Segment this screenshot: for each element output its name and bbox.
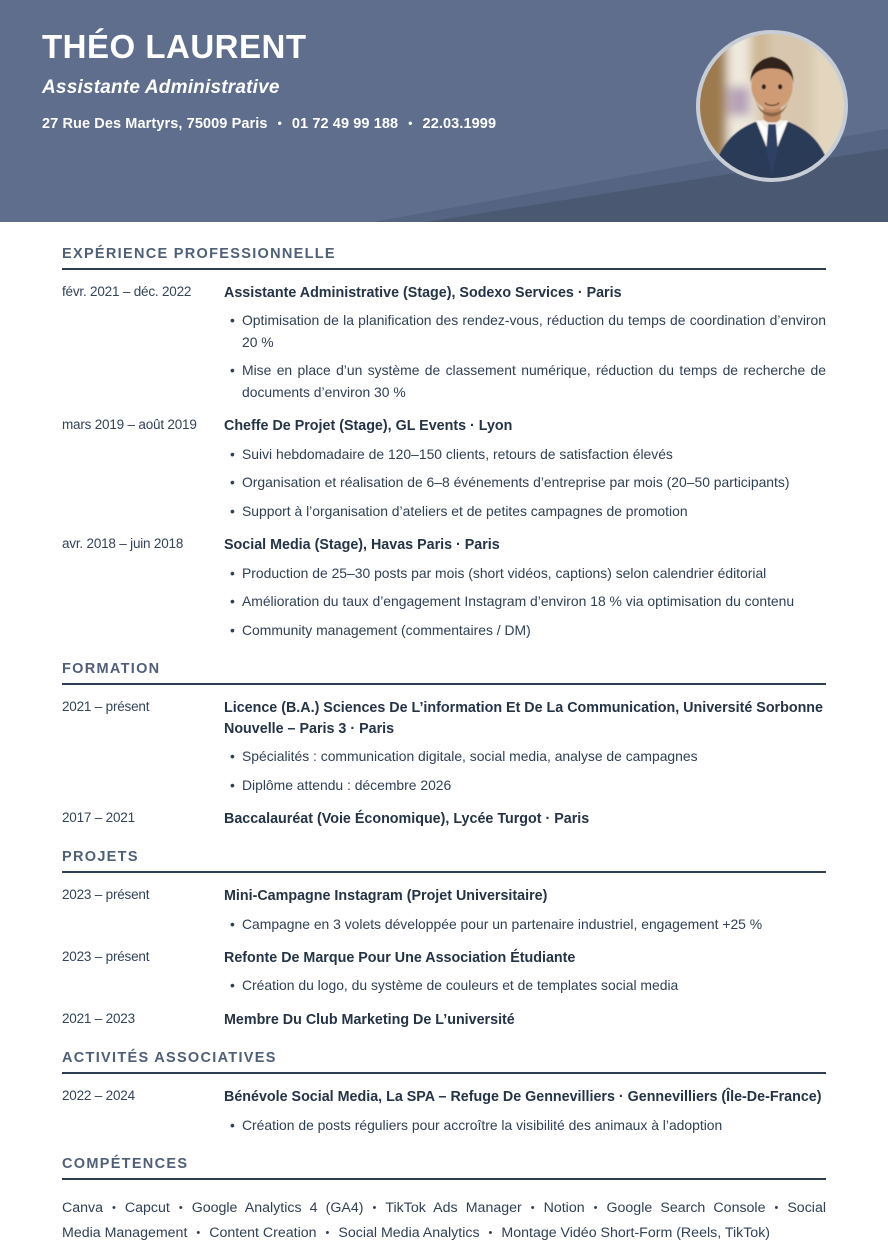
entry-title: Baccalauréat (Voie Économique), Lycée Turgot · Paris: [224, 811, 590, 828]
entry-date: 2017 – 2021: [62, 810, 135, 826]
resume-entry: [62, 1087, 826, 1136]
bullet-separator: •: [112, 1202, 116, 1215]
entry-bullet: • Support à l’organisation d’ateliers et de petites campagnes de promotion: [224, 501, 826, 523]
section-formation: [62, 661, 826, 829]
resume-entry: [62, 1010, 826, 1030]
header: [0, 0, 888, 222]
bullet-separator: •: [325, 1227, 330, 1240]
entry-bullet-list: [224, 746, 826, 796]
entry-date: 2021 – présent: [62, 699, 150, 715]
resume-entry: [62, 809, 826, 829]
entry-bullet-list: [224, 914, 826, 936]
candidate-name: THÉO LAURENT: [42, 28, 307, 65]
skill-item: Notion: [543, 1200, 585, 1217]
bullet-separator: •: [530, 1202, 535, 1215]
entry-bullet: • Création du logo, du système de couleurs et de templates social media: [224, 975, 826, 997]
entry-bullet: • Community management (commentaires / DM): [224, 620, 826, 642]
entry-body: [224, 886, 826, 935]
portrait-illustration: [700, 34, 844, 178]
section-projets: [62, 849, 826, 1030]
contact-line: [42, 116, 638, 132]
entry-body: [224, 1087, 826, 1136]
entry-date: févr. 2021 – déc. 2022: [62, 284, 192, 299]
entry-date: 2023 – présent: [62, 887, 150, 903]
entry-title: Mini-Campagne Instagram (Projet Universitaire): [224, 888, 548, 905]
bullet-separator: •: [774, 1202, 779, 1215]
entry-bullet: • Campagne en 3 volets développée pour un partenaire industriel, engagement +25 %: [224, 914, 826, 936]
entry-bullet-list: [224, 975, 826, 997]
contact-phone: 01 72 49 99 188: [291, 116, 399, 132]
entry-title: Social Media (Stage), Havas Paris · Paris: [224, 537, 500, 554]
entry-bullet-list: [224, 444, 826, 523]
bullet-separator: •: [196, 1227, 201, 1240]
resume-entry: [62, 698, 826, 796]
entry-bullet: • Suivi hebdomadaire de 120–150 clients, retours de satisfaction élevés: [224, 444, 826, 466]
job-title: Assistante Administrative: [42, 77, 280, 98]
entry-body: [224, 698, 826, 796]
bullet-separator: •: [488, 1227, 493, 1240]
entry-bullet: • Amélioration du taux d’engagement Instagram d’environ 18 % via optimisation du contenu: [224, 591, 826, 613]
section-heading: ACTIVITÉS ASSOCIATIVES: [62, 1050, 826, 1074]
entry-bullet-list: [224, 1115, 826, 1137]
section-heading: COMPÉTENCES: [62, 1156, 826, 1180]
entry-title: Bénévole Social Media, La SPA – Refuge De Gennevilliers · Gennevilliers (Île-De-France): [224, 1089, 822, 1106]
entry-body: [224, 283, 826, 403]
entry-title: Licence (B.A.) Sciences De L’information Et De La Communication, Université Sorbonne Nouvelle – Paris 3 · Paris: [224, 700, 823, 737]
entry-bullet: • Diplôme attendu : décembre 2026: [224, 775, 826, 797]
resume-entry: [62, 886, 826, 935]
section-heading: PROJETS: [62, 849, 826, 873]
entry-date: mars 2019 – août 2019: [62, 417, 197, 433]
entry-date: 2022 – 2024: [62, 1088, 135, 1104]
resume-entry: [62, 416, 826, 522]
skill-item: Montage Vidéo Short-Form (Reels, TikTok): [501, 1225, 771, 1242]
skill-item: Capcut: [124, 1200, 170, 1217]
resume-body: [0, 222, 888, 1247]
resume-entry: [62, 535, 826, 641]
skill-item: Content Creation: [209, 1225, 317, 1242]
section-heading: FORMATION: [62, 661, 826, 685]
contact-birthdate: 22.03.1999: [422, 116, 497, 132]
skill-item: Canva: [62, 1200, 104, 1217]
entry-title: Refonte De Marque Pour Une Association Étudiante: [224, 950, 576, 967]
entry-body: [224, 948, 826, 997]
entry-title: Membre Du Club Marketing De L’université: [224, 1012, 515, 1029]
entry-bullet: • Organisation et réalisation de 6–8 événements d’entreprise par mois (20–50 participants): [224, 472, 826, 494]
bullet-separator: •: [178, 1202, 183, 1215]
skills-line: [62, 1196, 826, 1247]
section-heading: EXPÉRIENCE PROFESSIONNELLE: [62, 246, 826, 270]
entry-title: Assistante Administrative (Stage), Sodexo Services · Paris: [224, 285, 622, 301]
skill-item: Google Analytics 4 (GA4): [191, 1200, 364, 1217]
skill-item: TikTok Ads Manager: [385, 1200, 522, 1217]
entry-body: [224, 809, 826, 829]
section-experience: [62, 246, 826, 641]
bullet-separator: •: [277, 116, 282, 130]
entry-body: [224, 416, 826, 522]
entry-bullet-list: [224, 563, 826, 642]
resume-entry: [62, 948, 826, 997]
entry-date: 2023 – présent: [62, 949, 150, 965]
profile-photo: [696, 30, 848, 182]
entry-bullet: • Création de posts réguliers pour accroître la visibilité des animaux à l’adoption: [224, 1115, 826, 1137]
header-text-block: [42, 30, 638, 132]
resume-entry: [62, 283, 826, 403]
entry-date: avr. 2018 – juin 2018: [62, 536, 184, 552]
section-competences: [62, 1156, 826, 1247]
entry-body: [224, 1010, 826, 1030]
skill-item: Social Media Management: [62, 1200, 826, 1242]
contact-address: 27 Rue Des Martyrs, 75009 Paris: [42, 116, 268, 132]
entry-bullet: • Production de 25–30 posts par mois (short vidéos, captions) selon calendrier éditorial: [224, 563, 826, 585]
skill-item: Google Search Console: [606, 1200, 766, 1217]
entry-bullet: • Mise en place d’un système de classement numérique, réduction du temps de recherche de documents d’environ 30 %: [224, 360, 826, 403]
entry-body: [224, 535, 826, 641]
skill-item: Social Media Analytics: [338, 1225, 480, 1242]
section-activites-associatives: [62, 1050, 826, 1136]
entry-bullet: • Optimisation de la planification des rendez-vous, réduction du temps de coordination d’environ 20 %: [224, 310, 826, 353]
bullet-separator: •: [372, 1202, 377, 1215]
bullet-separator: •: [593, 1202, 598, 1215]
entry-bullet: • Spécialités : communication digitale, social media, analyse de campagnes: [224, 746, 826, 768]
entry-date: 2021 – 2023: [62, 1011, 135, 1027]
entry-bullet-list: [224, 310, 826, 403]
entry-title: Cheffe De Projet (Stage), GL Events · Lyon: [224, 418, 513, 435]
bullet-separator: •: [408, 116, 413, 130]
